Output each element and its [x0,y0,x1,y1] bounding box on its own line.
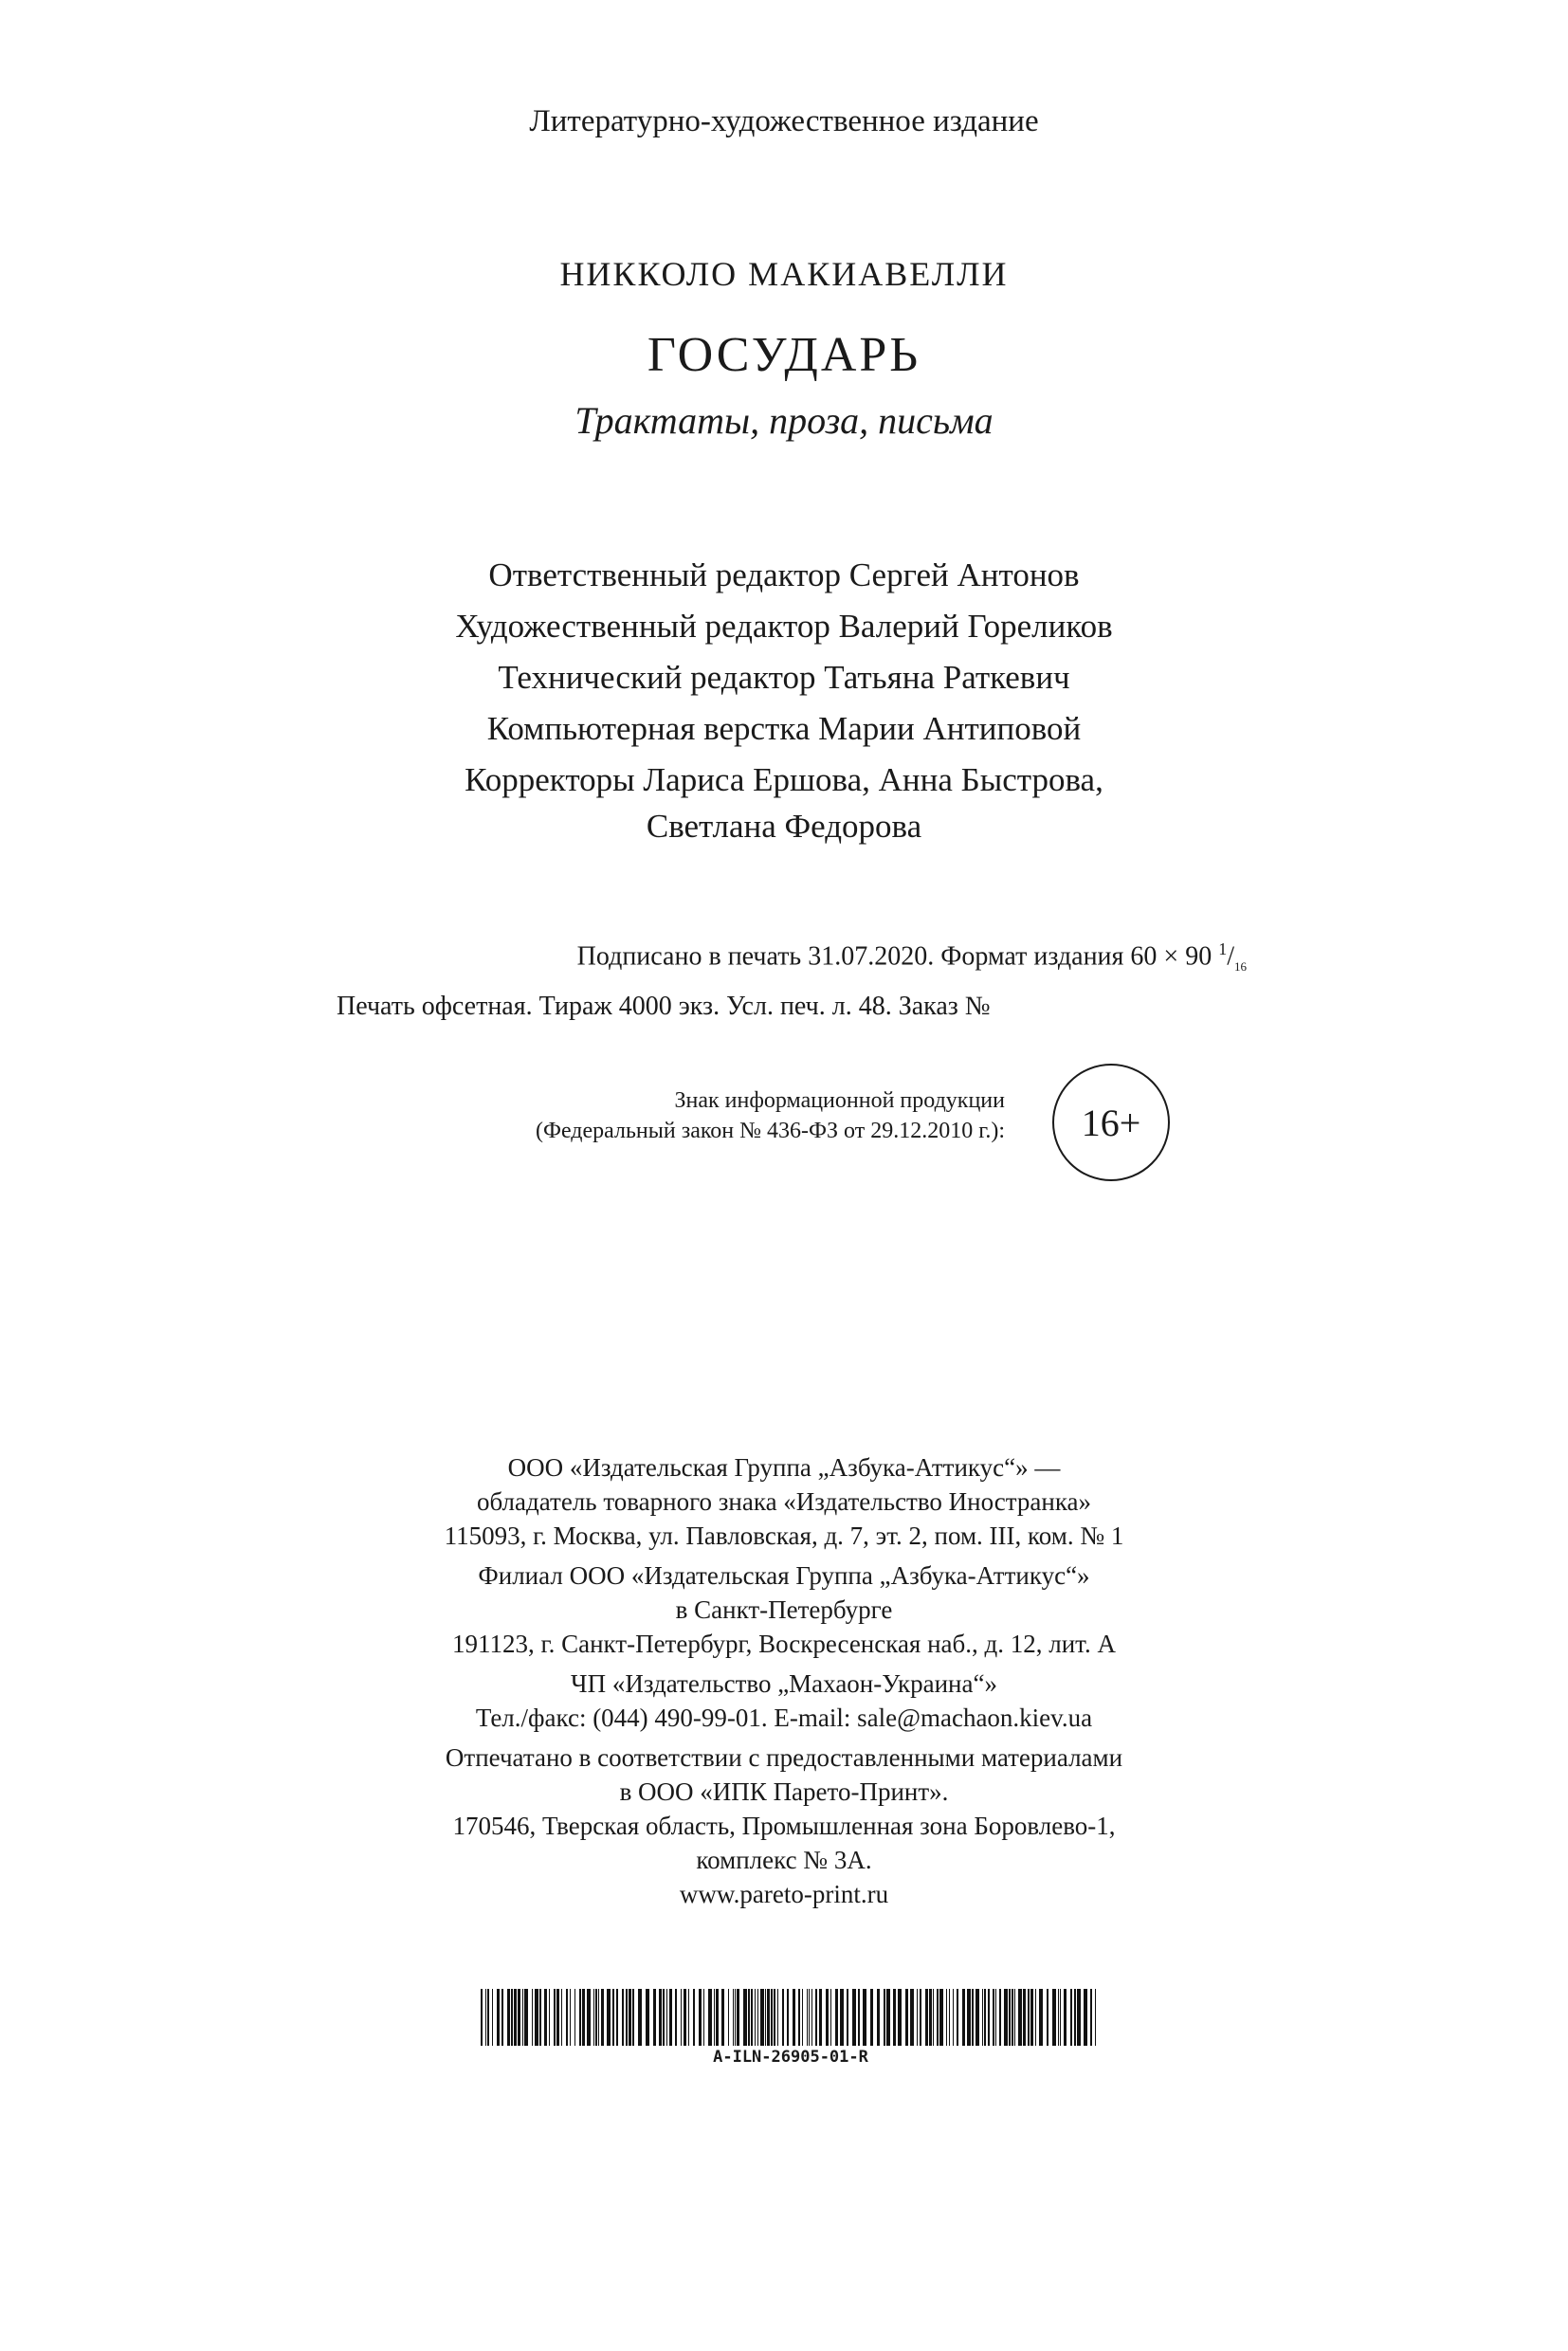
barcode-bar [481,1989,483,2046]
barcode-bar [699,1989,702,2046]
barcode-bar [653,1989,656,2046]
barcode-bar [1058,1989,1059,2046]
barcode-bar [1047,1989,1048,2046]
barcode-bar [863,1989,866,2046]
format-denominator: 16 [1234,958,1247,974]
publisher-line: обладатель товарного знака «Издательство Иностранка» [476,1487,1092,1516]
barcode-bar [1077,1989,1081,2046]
barcode-bar [638,1989,642,2046]
book-subtitle: Трактаты, проза, письма [574,399,994,442]
barcode-bar [988,1989,990,2046]
barcode-bar [939,1989,943,2046]
barcode-bar [733,1989,734,2046]
barcode-bar [708,1989,712,2046]
info-mark-line-1: Знак информационной продукции [674,1088,1005,1113]
barcode-bar [925,1989,928,2046]
print-info-line-2: Печать офсетная. Тираж 4000 экз. Усл. печ. л. 48. Заказ № [337,991,991,1021]
barcode-bar [847,1989,848,2046]
barcode-bar [1090,1989,1092,2046]
barcode-bar [1018,1989,1022,2046]
branch-group [0,1558,1568,1661]
distributor-line: Тел./факс: (044) 490-99-01. E-mail: sale@machaon.kiev.ua [475,1704,1093,1732]
barcode-bar [570,1989,571,2046]
barcode-bar [1012,1989,1013,2046]
barcode-bar [507,1989,510,2046]
barcode-bar [607,1989,611,2046]
barcode-bar [587,1989,591,2046]
barcode-bar [626,1989,628,2046]
branch-line: Филиал ООО «Издательская Группа „Азбука-Аттикус“» [478,1561,1090,1590]
barcode-bar [1095,1989,1096,2046]
barcode-bar [612,1989,614,2046]
barcode-bar [830,1989,831,2046]
barcode-bar [953,1989,954,2046]
barcode-bar [946,1989,947,2046]
barcode-bar [995,1989,996,2046]
barcode-bar [811,1989,812,2046]
barcode-bar [501,1989,503,2046]
barcode-bar [735,1989,736,2046]
barcode-bar [920,1989,921,2046]
barcode-bar [485,1989,486,2046]
barcode-bar [1014,1989,1015,2046]
barcode-bar [893,1989,896,2046]
barcode-bar [622,1989,624,2046]
edition-type: Литературно-художественное издание [529,104,1039,138]
barcode-bar [616,1989,618,2046]
printer-line: www.pareto-print.ru [679,1880,889,1908]
branch-line: 191123, г. Санкт-Петербург, Воскресенская наб., д. 12, лит. А [452,1630,1116,1658]
barcode-bar [877,1989,880,2046]
barcode-bar [675,1989,677,2046]
publisher-group [0,1450,1568,1553]
barcode-bar [886,1989,890,2046]
barcode-bar [802,1989,803,2046]
barcode-bar [933,1989,934,2046]
barcode-bar [539,1989,541,2046]
barcode-bar [982,1989,983,2046]
barcode-bar [549,1989,550,2046]
barcode-bar [1052,1989,1056,2046]
format-numerator: 1 [1218,939,1228,958]
barcode-bar [755,1989,756,2046]
printer-line: 170546, Тверская область, Промышленная зона Боровлево-1, [452,1812,1116,1840]
barcode-bar [993,1989,994,2046]
barcode-bar [561,1989,562,2046]
barcode-bar [737,1989,739,2046]
barcode-bar [917,1989,918,2046]
info-mark-line-2: (Федеральный закон № 436-ФЗ от 29.12.2010 г.): [535,1119,1005,1143]
barcode-bar [972,1989,974,2046]
barcode-bar [967,1989,971,2046]
barcode-bar [743,1989,747,2046]
barcode-bar [714,1989,715,2046]
barcode-bar [852,1989,856,2046]
barcode-bar [826,1989,829,2046]
barcode-bar [524,1989,528,2046]
barcode-bar [962,1989,965,2046]
barcode-bar [646,1989,649,2046]
barcode-bar [669,1989,672,2046]
author-name: НИККОЛО МАКИАВЕЛЛИ [559,255,1009,293]
barcode-bar [910,1989,914,2046]
barcode-bar [554,1989,556,2046]
printer-line: в ООО «ИПК Парето-Принт». [619,1777,949,1806]
barcode-bar [771,1989,773,2046]
credit-line: Технический редактор Татьяна Раткевич [498,659,1070,696]
barcode-bar [774,1989,775,2046]
barcode-bar [544,1989,547,2046]
barcode-bar [511,1989,513,2046]
age-rating-badge: 16+ [1052,1064,1170,1181]
barcode-bar [751,1989,753,2046]
barcode-bar [1039,1989,1043,2046]
barcode-bar [798,1989,800,2046]
barcode-bar [582,1989,585,2046]
barcode-bar [984,1989,986,2046]
barcode-bar [1028,1989,1030,2046]
barcode-bar [681,1989,682,2046]
barcode-bar [793,1989,795,2046]
barcode-bar [716,1989,719,2046]
print-format-text: Подписано в печать 31.07.2020. Формат издания 60 × 90 [576,941,1219,972]
barcode-bar [492,1989,493,2046]
publisher-line: ООО «Издательская Группа „Азбука-Аттикус“» — [507,1453,1061,1482]
credits-block [0,550,1568,847]
barcode-bar [999,1989,1001,2046]
barcode-bar [757,1989,758,2046]
credit-line: Корректоры Лариса Ершова, Анна Быстрова, [465,761,1103,798]
barcode-bar [728,1989,729,2046]
barcode-bar [1074,1989,1076,2046]
barcode-bar [629,1989,631,2046]
info-mark-text [379,1085,1005,1146]
barcode-bar [782,1989,784,2046]
credit-line: Художественный редактор Валерий Гореликов [455,608,1113,645]
publisher-block [0,1450,1568,1917]
barcode-bar [659,1989,662,2046]
barcode-bar [514,1989,517,2046]
format-slash: / [1227,941,1234,972]
credit-line: Компьютерная верстка Марии Антиповой [486,710,1082,747]
barcode-bar [703,1989,704,2046]
barcode-bar [518,1989,520,2046]
distributor-group [0,1667,1568,1735]
barcode-bar [815,1989,817,2046]
barcode-bar [532,1989,533,2046]
barcode-bar [574,1989,575,2046]
distributor-line: ЧП «Издательство „Махаон-Украина“» [571,1669,997,1698]
barcode-bar [905,1989,908,2046]
barcode-bar [535,1989,538,2046]
printer-line: комплекс № 3А. [696,1846,872,1874]
barcode-bar [760,1989,764,2046]
barcode-bar [1030,1989,1033,2046]
credit-line: Светлана Федорова [646,808,922,845]
barcode-bar [497,1989,500,2046]
barcode-bar [688,1989,689,2046]
barcode-bar [898,1989,902,2046]
barcode-bar [601,1989,604,2046]
publisher-line: 115093, г. Москва, ул. Павловская, д. 7, эт. 2, пом. III, ком. № 1 [444,1522,1124,1550]
barcode-bar [1064,1989,1067,2046]
barcode-bar [748,1989,750,2046]
barcode-bar [835,1989,838,2046]
barcode-bar [858,1989,860,2046]
book-title: ГОСУДАРЬ [647,328,921,382]
barcode-bar [579,1989,581,2046]
barcode-bar [819,1989,822,2046]
barcode-bar [522,1989,523,2046]
barcode-bar [1070,1989,1072,2046]
print-info [337,929,1247,1027]
barcode-bar [929,1989,932,2046]
barcode-image [481,1989,1101,2046]
barcode-bar [487,1989,489,2046]
barcode-bar [595,1989,597,2046]
barcode-bar [777,1989,778,2046]
barcode-bar [884,1989,885,2046]
credit-line: Ответственный редактор Сергей Антонов [488,556,1080,593]
barcode-bar [566,1989,568,2046]
barcode-bar [1035,1989,1036,2046]
barcode-bar [1060,1989,1061,2046]
barcode-bar [765,1989,766,2046]
barcode-bar [767,1989,770,2046]
barcode-bar [556,1989,559,2046]
printer-group [0,1740,1568,1911]
barcode-bar [598,1989,599,2046]
barcode-bar [693,1989,695,2046]
barcode-bar [870,1989,873,2046]
barcode-bar [1004,1989,1008,2046]
barcode-bar [1009,1989,1011,2046]
printer-line: Отпечатано в соответствии с предоставленными материалами [445,1743,1123,1772]
barcode-bar [975,1989,979,2046]
barcode-bar [809,1989,810,2046]
barcode-bar [684,1989,686,2046]
barcode-bar [632,1989,634,2046]
barcode-bar [840,1989,844,2046]
barcode-bar [937,1989,939,2046]
barcode-bar [666,1989,667,2046]
barcode-bar [1084,1989,1087,2046]
barcode-bar [663,1989,665,2046]
barcode-bar [807,1989,808,2046]
barcode-bar [593,1989,594,2046]
branch-line: в Санкт-Петербурге [675,1595,893,1624]
barcode-bar [721,1989,724,2046]
barcode-bar [787,1989,789,2046]
barcode-bar [949,1989,950,2046]
barcode-bar [957,1989,958,2046]
barcode-bar [1023,1989,1026,2046]
print-info-line-1 [337,929,1247,987]
barcode-code: A-ILN-26905-01-R [713,2048,868,2067]
